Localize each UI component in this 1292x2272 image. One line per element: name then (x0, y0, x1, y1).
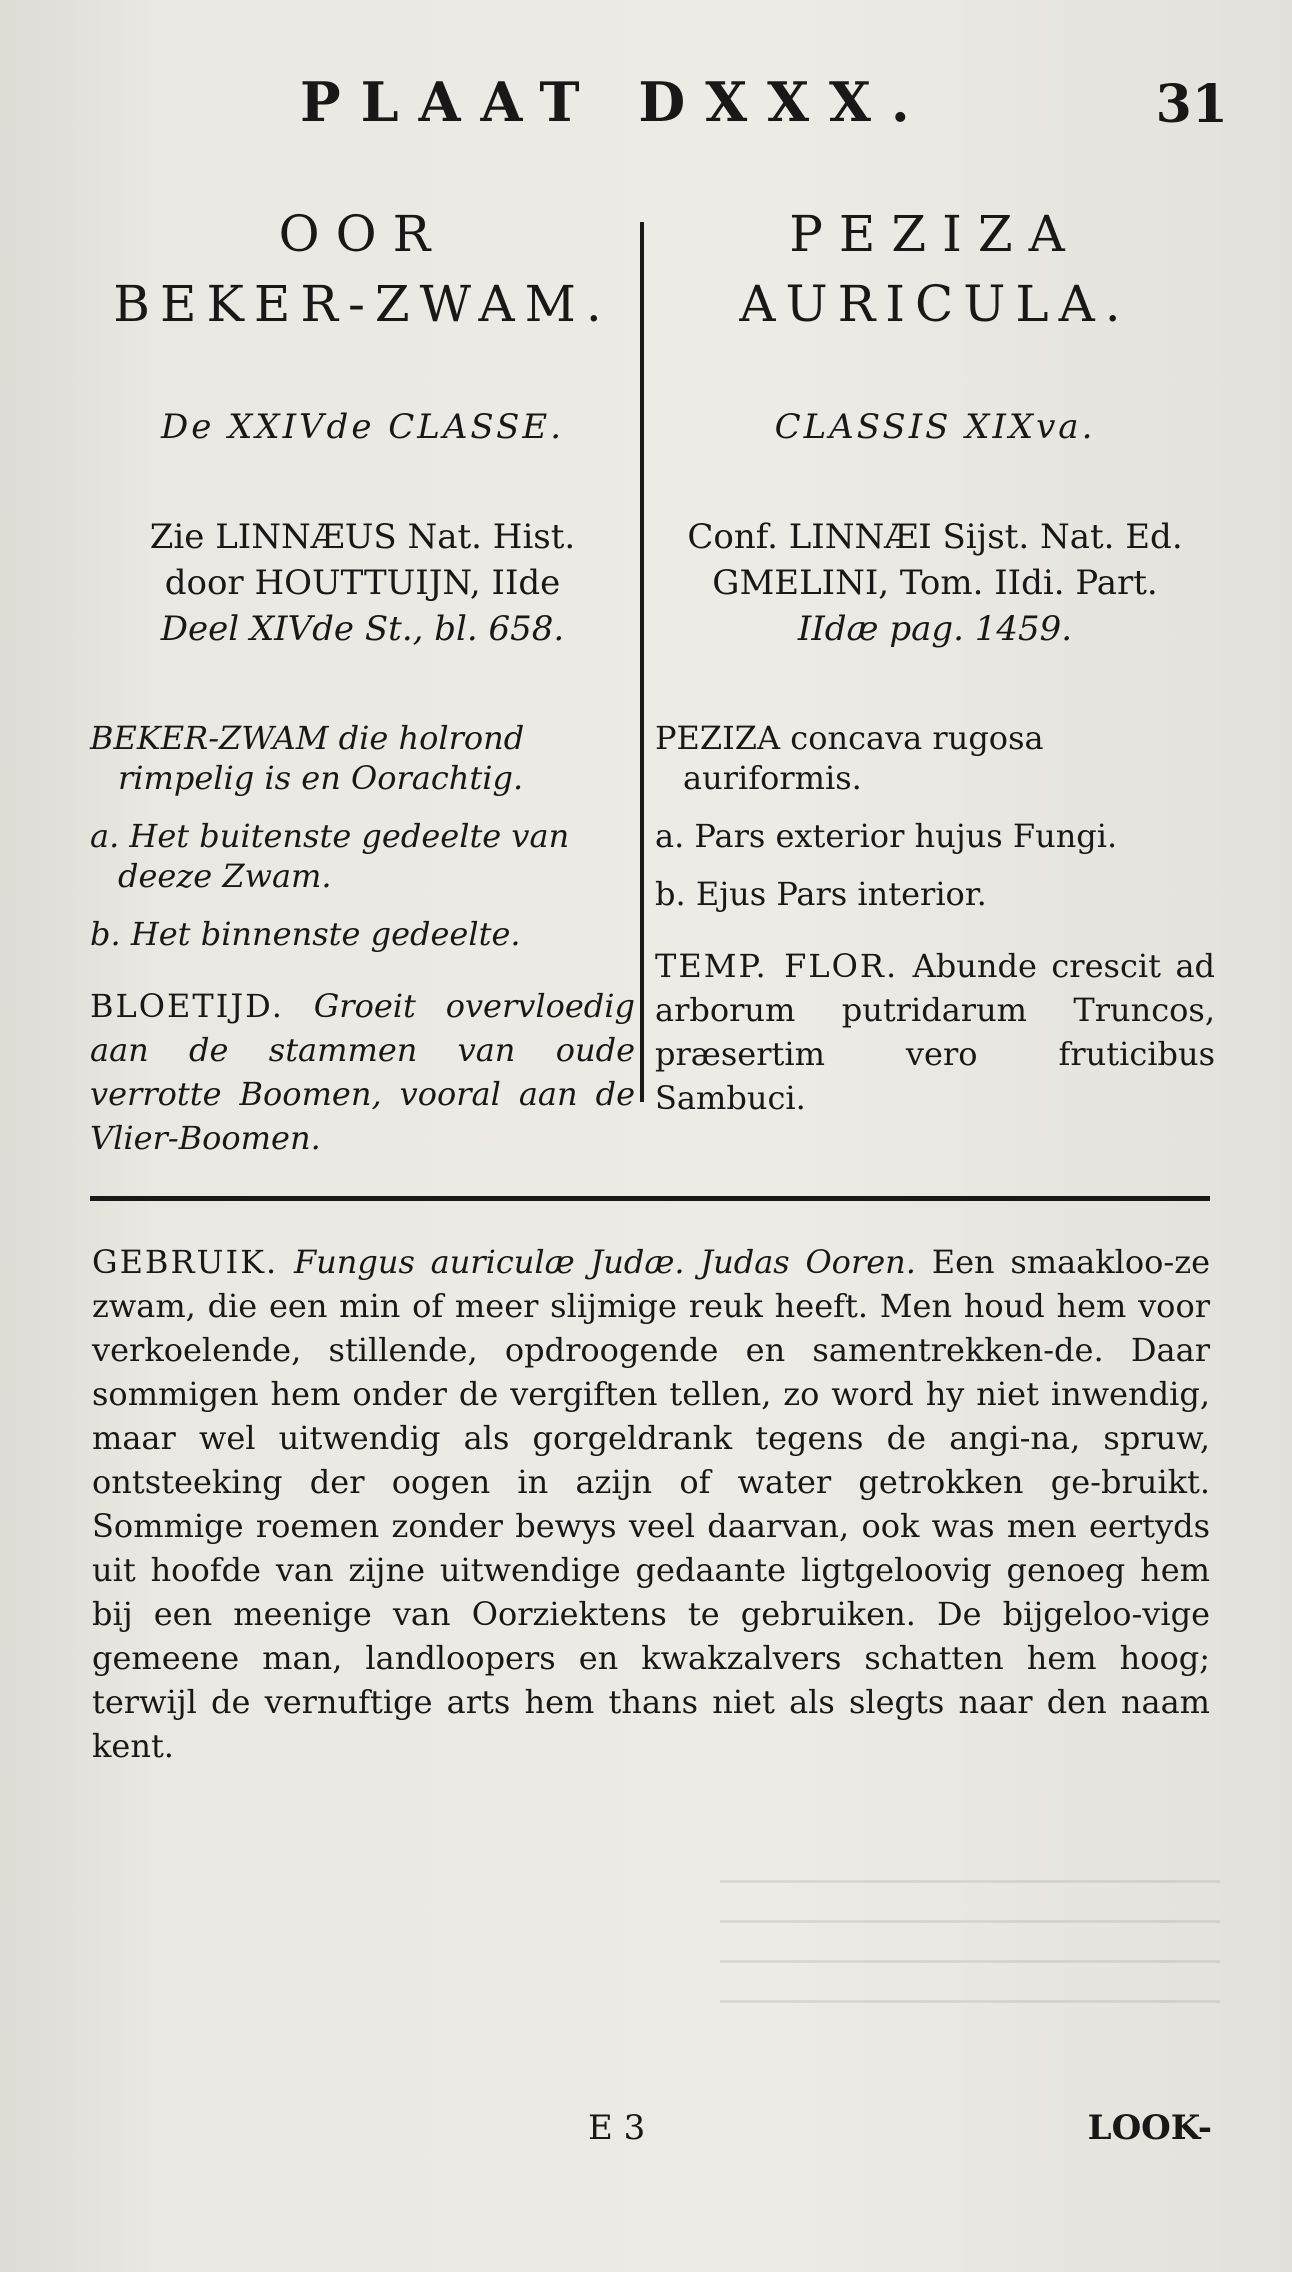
dutch-title-line1: OOR (278, 205, 447, 263)
latin-ref-line3: IIdæ pag. 1459. (797, 609, 1073, 649)
show-through-texture (720, 1880, 1220, 2040)
latin-description (655, 718, 1215, 914)
latin-class: CLASSIS XIXva. (774, 407, 1096, 447)
dutch-flowering-label: BLOETIJD. (90, 987, 284, 1025)
latin-title-line2: AURICULA. (739, 275, 1131, 333)
latin-flowering-text: Abunde crescit ad arborum putridarum Truncos, præsertim vero fruticibus Sambuci. (655, 947, 1216, 1117)
usage-latin-name: Fungus auriculæ Judæ. Judas Ooren. (293, 1243, 916, 1281)
latin-column (655, 200, 1215, 1120)
dutch-desc-a: a. Het buitenste gedeelte van deeze Zwam. (90, 817, 570, 895)
latin-desc-b: b. Ejus Pars interior. (655, 875, 987, 913)
dutch-ref-line2: door HOUTTUIJN, IIde (164, 563, 561, 603)
page-number: 31 (1155, 74, 1228, 135)
dutch-class: De XXIVde CLASSE. (160, 407, 565, 447)
plate-title: PLAAT DXXX. (300, 70, 930, 134)
latin-reference (655, 514, 1215, 652)
dutch-reference (90, 514, 635, 652)
column-divider (640, 222, 644, 1102)
latin-flowering (655, 944, 1215, 1120)
section-rule (90, 1196, 1210, 1201)
usage-paragraph (92, 1240, 1210, 1768)
latin-title-line1: PEZIZA (789, 205, 1081, 263)
dutch-description (90, 718, 635, 954)
dutch-ref-line3: Deel XIVde St., bl. 658. (160, 609, 565, 649)
usage-text: Een smaakloo-ze zwam, die een min of meer slijmige reuk heeft. Men houd hem voor verkoelende, stillende, opdroogende en samentrekken-de. Daar sommigen hem onder de vergiften tellen, zo word hy niet inwendig, maar wel uitwendig als gorgeldrank tegens de angi-na, spruw, ontsteeking der oogen in azijn of water getrokken ge-bruikt. Sommige roemen zonder bewys veel daarvan, ook was men eertyds uit hoofde van zijne uitwendige gedaante ligtgeloovig genoeg hem bij een meenige van Oorziektens te gebruiken. De bijgeloo-vige gemeene man, landloopers en kwakzalvers schatten hem hoog; terwijl de vernuftige arts hem thans niet als slegts naar den naam kent. (92, 1243, 1211, 1765)
dutch-desc-main: BEKER-ZWAM die holrond rimpelig is en Oorachtig. (90, 719, 525, 797)
latin-ref-line2: GMELINI, Tom. IIdi. Part. (712, 563, 1158, 603)
dutch-title-line2: BEKER-ZWAM. (113, 275, 612, 333)
dutch-column (90, 200, 635, 1160)
latin-desc-a: a. Pars exterior hujus Fungi. (655, 817, 1118, 855)
catchword: LOOK- (1087, 2108, 1212, 2148)
signature-mark: E 3 (588, 2108, 646, 2148)
usage-label: GEBRUIK. (92, 1243, 279, 1281)
dutch-flowering (90, 984, 635, 1160)
latin-desc-main: PEZIZA concava rugosa auriformis. (655, 719, 1044, 797)
dutch-ref-line1: Zie LINNÆUS Nat. Hist. (149, 517, 576, 557)
latin-ref-line1: Conf. LINNÆI Sijst. Nat. Ed. (687, 517, 1183, 557)
dutch-desc-b: b. Het binnenste gedeelte. (90, 915, 521, 953)
latin-flowering-label: TEMP. FLOR. (655, 947, 899, 985)
dutch-flowering-text: Groeit overvloedig aan de stammen van oude verrotte Boomen, vooral aan de Vlier-Boomen. (90, 987, 635, 1157)
